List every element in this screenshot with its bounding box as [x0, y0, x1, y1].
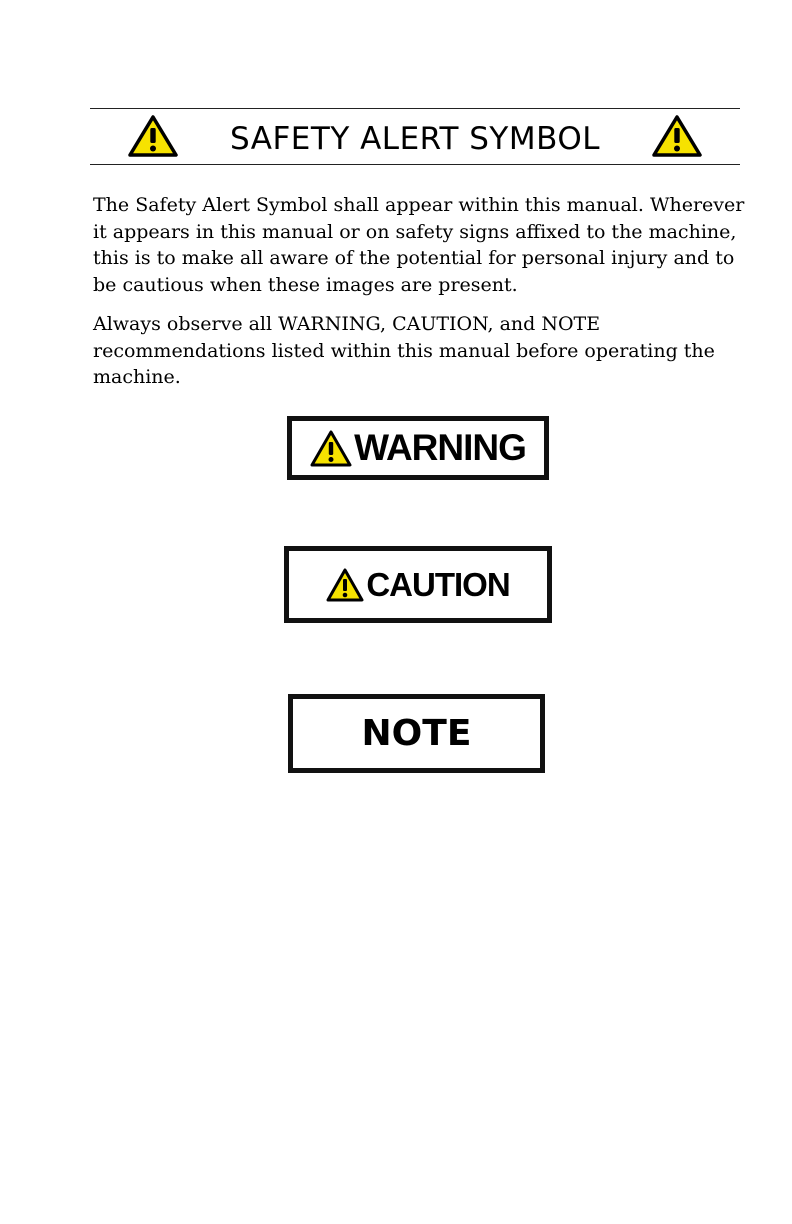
- note-label: NOTE: [361, 713, 472, 754]
- warning-triangle-icon: [326, 568, 364, 602]
- title-band: [90, 108, 740, 165]
- intro-paragraph: The Safety Alert Symbol shall appear within this manual. Wherever it appears in this manual or on safety signs affixed to the machine, this is to make all aware of the potential for personal injury and to be cautious when these images are present.: [93, 194, 745, 296]
- page-title: SAFETY ALERT SYMBOL: [230, 121, 600, 157]
- caution-label: CAUTION: [366, 565, 510, 603]
- warning-triangle-icon: [651, 114, 703, 158]
- warning-triangle-icon: [310, 430, 352, 467]
- warning-sign: [287, 416, 549, 480]
- note-sign: [288, 694, 545, 773]
- caution-sign: [284, 546, 552, 623]
- observe-paragraph: Always observe all WARNING, CAUTION, and NOTE recommendations listed within this manual before operating the machine.: [93, 313, 715, 388]
- warning-label: WARNING: [354, 427, 526, 468]
